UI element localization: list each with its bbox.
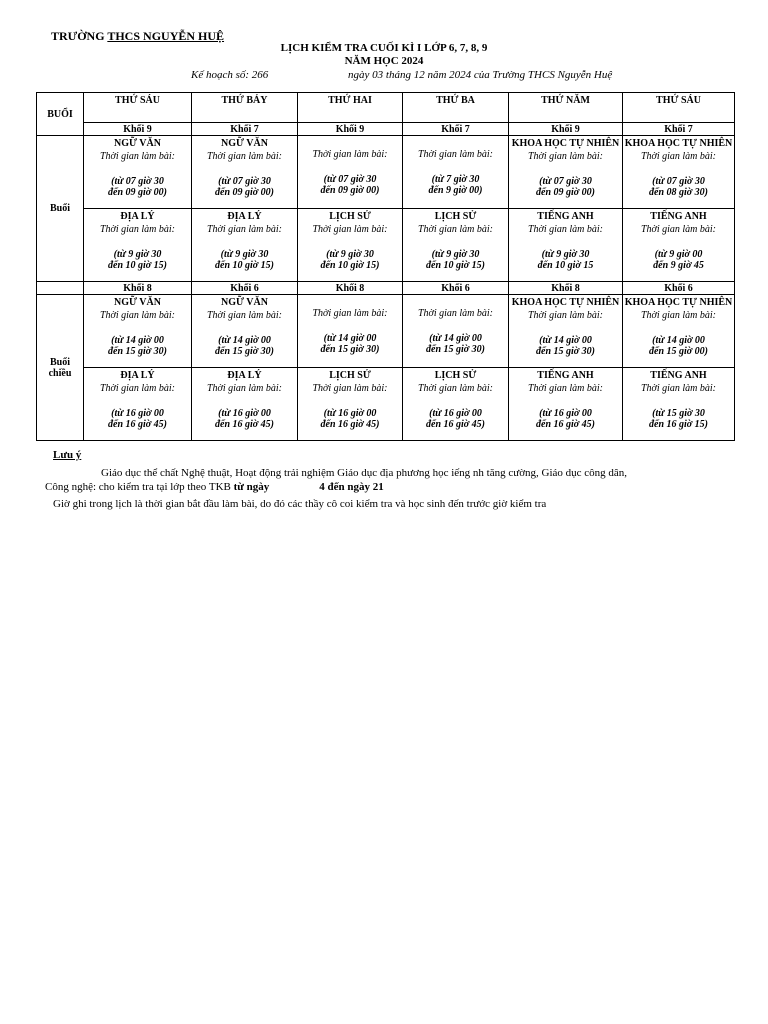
time-from: (từ 14 giờ 00 xyxy=(111,335,164,346)
exam-time xyxy=(623,335,734,357)
exam-time xyxy=(623,249,734,271)
time-from: (từ 9 giờ 30 xyxy=(541,249,590,260)
duration-label: Thời gian làm bài: xyxy=(206,151,283,162)
exam-cell xyxy=(84,368,192,441)
exam-time xyxy=(403,408,508,430)
grade-row-afternoon xyxy=(37,282,735,295)
grade-cell: Khối 7 xyxy=(192,123,298,136)
plan-date: ngày 03 tháng 12 năm 2024 của Trường THCS Nguyễn Huệ xyxy=(348,69,613,81)
exam-cell xyxy=(84,209,192,282)
subject-name: NGỮ VĂN xyxy=(221,138,268,149)
subject-name: LỊCH SỬ xyxy=(329,370,371,381)
exam-time xyxy=(84,335,191,357)
exam-time xyxy=(403,249,508,271)
afternoon-slot-1 xyxy=(37,295,735,368)
day-header: THỨ BẢY xyxy=(192,93,298,123)
duration-label: Thời gian làm bài: xyxy=(206,310,283,321)
time-from: (từ 9 giờ 30 xyxy=(431,249,480,260)
exam-time xyxy=(192,176,297,198)
duration-label: Thời gian làm bài: xyxy=(527,310,604,321)
exam-cell xyxy=(403,368,509,441)
time-to: đến 15 giờ 00) xyxy=(649,346,708,357)
exam-time xyxy=(403,333,508,355)
time-from: (từ 16 giờ 00 xyxy=(218,408,271,419)
exam-time xyxy=(509,335,622,357)
exam-cell xyxy=(623,136,735,209)
exam-time xyxy=(298,333,402,355)
exam-cell xyxy=(403,136,509,209)
page-title: LỊCH KIỂM TRA CUỐI KÌ I LỚP 6, 7, 8, 9 xyxy=(280,42,488,54)
time-to: đến 09 giờ 00) xyxy=(108,187,167,198)
exam-cell xyxy=(403,295,509,368)
subject-name: TIẾNG ANH xyxy=(537,370,594,381)
exam-time xyxy=(192,408,297,430)
time-to: đến 16 giờ 45) xyxy=(320,419,380,430)
duration-label: Thời gian làm bài: xyxy=(312,224,388,235)
time-from: (từ 14 giờ 00 xyxy=(429,333,482,344)
subject-blank xyxy=(298,136,402,147)
time-to: đến 15 giờ 30) xyxy=(215,346,274,357)
note-line-1: Giáo dục thể chất Nghệ thuật, Hoạt động trải nghiệm Giáo dục địa phương học iếng nh tăng cường, Giáo dục công dân, xyxy=(101,467,628,479)
time-to: đến 09 giờ 00) xyxy=(215,187,274,198)
grade-cell: Khối 6 xyxy=(403,282,509,295)
exam-time xyxy=(509,249,622,271)
exam-time xyxy=(192,335,297,357)
subject-name: TIẾNG ANH xyxy=(650,211,707,222)
duration-label: Thời gian làm bài: xyxy=(312,308,388,319)
note-line-2-from: từ ngày xyxy=(233,481,270,493)
time-from: (từ 16 giờ 00 xyxy=(323,408,377,419)
exam-cell xyxy=(623,368,735,441)
duration-label: Thời gian làm bài: xyxy=(99,224,176,235)
time-to: đến 15 giờ 30) xyxy=(108,346,167,357)
subject-name: NGỮ VĂN xyxy=(114,138,161,149)
time-to: đến 15 giờ 30) xyxy=(320,344,380,355)
exam-time xyxy=(623,176,734,198)
time-from: (từ 14 giờ 00 xyxy=(539,335,592,346)
time-to: đến 10 giờ 15) xyxy=(426,260,485,271)
time-to: đến 09 giờ 00) xyxy=(536,187,595,198)
subject-name: LỊCH SỬ xyxy=(329,211,371,222)
grade-cell: Khối 6 xyxy=(192,282,298,295)
exam-time xyxy=(623,408,734,430)
blank-cell xyxy=(37,282,84,295)
duration-label: Thời gian làm bài: xyxy=(527,383,604,394)
subject-blank xyxy=(403,295,508,306)
subject-name: ĐỊA LÝ xyxy=(120,211,155,222)
time-from: (từ 14 giờ 00 xyxy=(218,335,271,346)
time-from: (từ 07 giờ 30 xyxy=(111,176,164,187)
school-year: NĂM HỌC 2024 xyxy=(344,55,424,67)
plan-number: Kế hoạch số: 266 xyxy=(191,69,269,81)
duration-label: Thời gian làm bài: xyxy=(99,310,176,321)
exam-schedule-table xyxy=(36,92,735,441)
duration-label: Thời gian làm bài: xyxy=(206,224,283,235)
time-from: (từ 07 giờ 30 xyxy=(652,176,705,187)
time-to: đến 15 giờ 30) xyxy=(536,346,595,357)
session-afternoon xyxy=(37,295,84,441)
exam-cell xyxy=(298,295,403,368)
time-to: đến 10 giờ 15) xyxy=(215,260,274,271)
time-from: (từ 07 giờ 30 xyxy=(323,174,377,185)
time-from: (từ 14 giờ 00 xyxy=(652,335,705,346)
session-afternoon-label: Buổi chiều xyxy=(48,356,72,379)
exam-cell xyxy=(192,295,298,368)
time-from: (từ 07 giờ 30 xyxy=(218,176,271,187)
day-header: THỨ HAI xyxy=(298,93,403,123)
time-to: đến 10 giờ 15) xyxy=(108,260,167,271)
exam-time xyxy=(298,408,402,430)
duration-label: Thời gian làm bài: xyxy=(417,308,494,319)
exam-time xyxy=(509,408,622,430)
exam-cell xyxy=(192,209,298,282)
time-to: đến 09 giờ 00) xyxy=(320,185,380,196)
session-morning: Buổi xyxy=(37,136,84,282)
day-header: THỨ SÁU xyxy=(84,93,192,123)
grade-cell: Khối 8 xyxy=(84,282,192,295)
exam-time xyxy=(403,174,508,196)
duration-label: Thời gian làm bài: xyxy=(417,149,494,160)
morning-slot-1 xyxy=(37,136,735,209)
subject-name: KHOA HỌC TỰ NHIÊN xyxy=(624,138,733,149)
duration-label: Thời gian làm bài: xyxy=(417,383,494,394)
time-from: (từ 16 giờ 00 xyxy=(429,408,482,419)
subject-name: LỊCH SỬ xyxy=(434,211,477,222)
school-prefix: TRƯỜNG xyxy=(51,29,108,43)
note-line-2 xyxy=(45,481,384,493)
exam-time xyxy=(84,249,191,271)
day-header: THỨ BA xyxy=(403,93,509,123)
subject-name: ĐỊA LÝ xyxy=(227,370,262,381)
duration-label: Thời gian làm bài: xyxy=(640,310,717,321)
exam-cell xyxy=(509,295,623,368)
time-to: đến 9 giờ 45 xyxy=(653,260,704,271)
exam-cell xyxy=(509,368,623,441)
time-from: (từ 16 giờ 00 xyxy=(539,408,592,419)
grade-cell: Khối 6 xyxy=(623,282,735,295)
exam-time xyxy=(84,176,191,198)
subject-name: NGỮ VĂN xyxy=(221,297,268,308)
time-from: (từ 15 giờ 30 xyxy=(652,408,705,419)
note-line-3: Giờ ghi trong lịch là thời gian bắt đầu làm bài, do đó các thầy cô coi kiểm tra và học sinh đến trước giờ kiểm tra xyxy=(53,498,547,510)
exam-cell xyxy=(623,295,735,368)
exam-time xyxy=(84,408,191,430)
time-from: (từ 14 giờ 00 xyxy=(323,333,377,344)
duration-label: Thời gian làm bài: xyxy=(640,151,717,162)
subject-name: NGỮ VĂN xyxy=(114,297,161,308)
exam-cell xyxy=(298,136,403,209)
subject-blank xyxy=(403,136,508,147)
duration-label: Thời gian làm bài: xyxy=(640,383,717,394)
exam-cell xyxy=(298,209,403,282)
duration-label: Thời gian làm bài: xyxy=(527,151,604,162)
time-to: đến 10 giờ 15 xyxy=(537,260,594,271)
note-line-2-text: Công nghệ: cho kiểm tra tại lớp theo TKB xyxy=(45,481,234,493)
subject-name: LỊCH SỬ xyxy=(434,370,477,381)
subject-name: KHOA HỌC TỰ NHIÊN xyxy=(624,297,733,308)
exam-cell xyxy=(192,136,298,209)
exam-cell xyxy=(509,209,623,282)
day-header: THỨ SÁU xyxy=(623,93,735,123)
time-to: đến 16 giờ 45) xyxy=(426,419,485,430)
time-to: đến 9 giờ 00) xyxy=(428,185,483,196)
time-from: (từ 9 giờ 30 xyxy=(113,249,162,260)
exam-cell xyxy=(192,368,298,441)
grade-cell: Khối 7 xyxy=(623,123,735,136)
exam-time xyxy=(509,176,622,198)
subject-name: TIẾNG ANH xyxy=(650,370,707,381)
grade-cell: Khối 9 xyxy=(84,123,192,136)
subject-name: KHOA HỌC TỰ NHIÊN xyxy=(511,138,620,149)
note-line-2-to: 4 đến ngày 21 xyxy=(319,481,384,493)
time-from: (từ 9 giờ 30 xyxy=(326,249,374,260)
grade-cell: Khối 7 xyxy=(403,123,509,136)
time-to: đến 16 giờ 45) xyxy=(536,419,595,430)
afternoon-slot-2 xyxy=(37,368,735,441)
exam-time xyxy=(298,249,402,271)
time-to: đến 08 giờ 30) xyxy=(649,187,708,198)
exam-cell xyxy=(509,136,623,209)
duration-label: Thời gian làm bài: xyxy=(312,149,388,160)
day-header: THỨ NĂM xyxy=(509,93,623,123)
grade-cell: Khối 9 xyxy=(509,123,623,136)
subject-blank xyxy=(298,295,402,306)
time-from: (từ 16 giờ 00 xyxy=(111,408,164,419)
duration-label: Thời gian làm bài: xyxy=(417,224,494,235)
time-to: đến 16 giờ 45) xyxy=(215,419,274,430)
subject-name: ĐỊA LÝ xyxy=(120,370,155,381)
morning-slot-2 xyxy=(37,209,735,282)
exam-cell xyxy=(298,368,403,441)
exam-cell xyxy=(623,209,735,282)
exam-time xyxy=(192,249,297,271)
time-to: đến 16 giờ 45) xyxy=(108,419,167,430)
time-from: (từ 07 giờ 30 xyxy=(539,176,592,187)
duration-label: Thời gian làm bài: xyxy=(527,224,604,235)
duration-label: Thời gian làm bài: xyxy=(99,383,176,394)
exam-cell xyxy=(84,295,192,368)
duration-label: Thời gian làm bài: xyxy=(640,224,717,235)
day-header-row xyxy=(37,93,735,123)
subject-name: ĐỊA LÝ xyxy=(227,211,262,222)
time-from: (từ 7 giờ 30 xyxy=(431,174,480,185)
time-to: đến 16 giờ 15) xyxy=(649,419,708,430)
school-name-text: THCS NGUYỄN HUỆ xyxy=(107,29,225,43)
exam-time xyxy=(298,174,402,196)
buoi-header: BUỔI xyxy=(37,93,84,136)
time-from: (từ 9 giờ 00 xyxy=(654,249,703,260)
duration-label: Thời gian làm bài: xyxy=(206,383,283,394)
grade-row-morning xyxy=(37,123,735,136)
time-to: đến 10 giờ 15) xyxy=(320,260,380,271)
time-to: đến 15 giờ 30) xyxy=(426,344,485,355)
exam-cell xyxy=(84,136,192,209)
exam-cell xyxy=(403,209,509,282)
duration-label: Thời gian làm bài: xyxy=(312,383,388,394)
grade-cell: Khối 9 xyxy=(298,123,403,136)
duration-label: Thời gian làm bài: xyxy=(99,151,176,162)
subject-name: TIẾNG ANH xyxy=(537,211,594,222)
grade-cell: Khối 8 xyxy=(298,282,403,295)
note-heading: Lưu ý xyxy=(53,449,82,461)
grade-cell: Khối 8 xyxy=(509,282,623,295)
time-from: (từ 9 giờ 30 xyxy=(220,249,269,260)
subject-name: KHOA HỌC TỰ NHIÊN xyxy=(511,297,620,308)
